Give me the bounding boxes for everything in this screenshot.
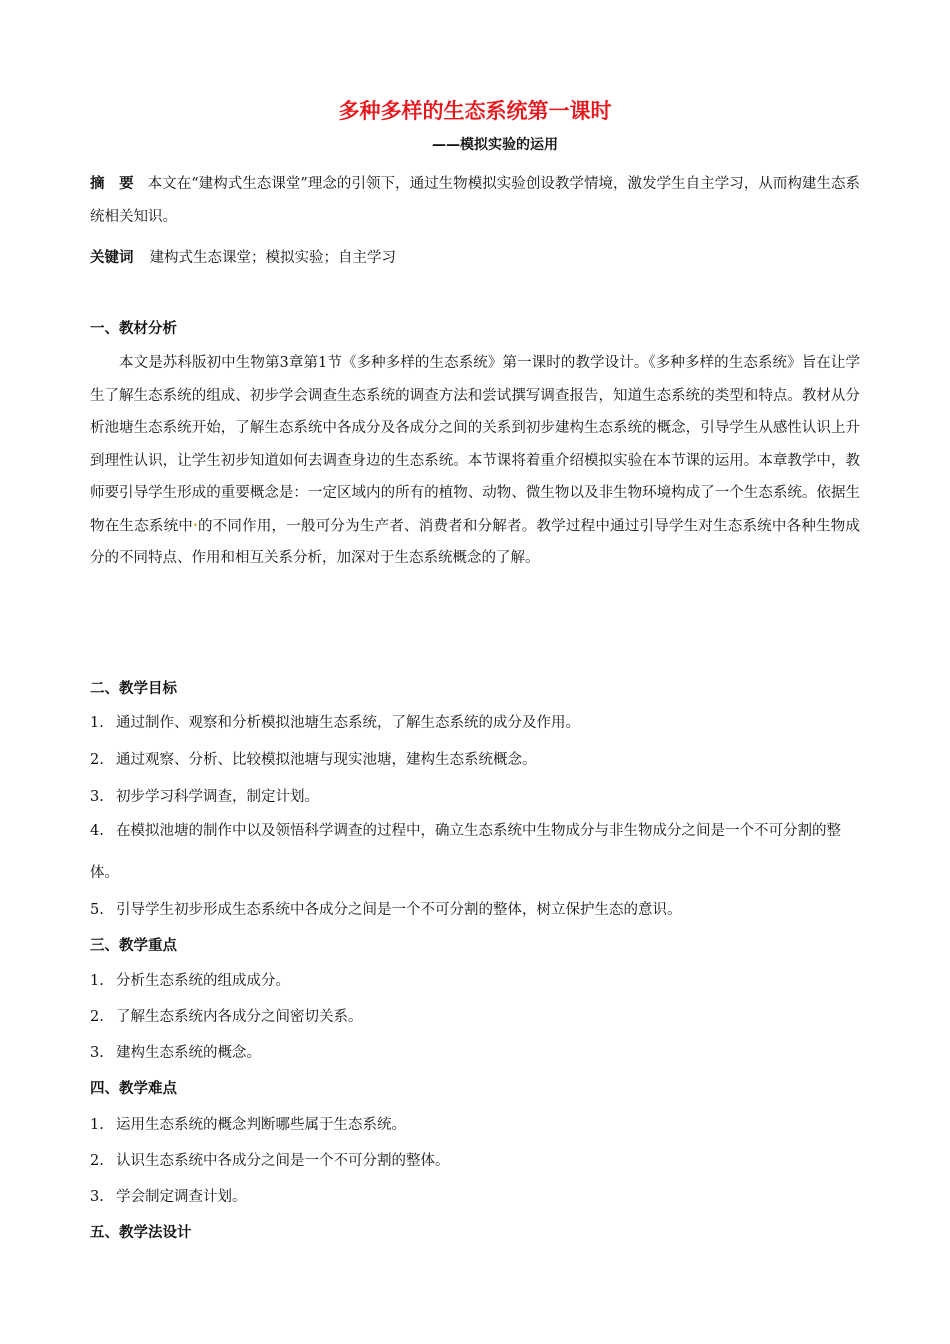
list-item: 2. 了解生态系统内各成分之间密切关系。 — [90, 1009, 363, 1025]
list-item: 1. 运用生态系统的概念判断哪些属于生态系统。 — [90, 1117, 406, 1133]
abstract-label: 摘 要 — [90, 176, 134, 192]
list-item: 2. 认识生态系统中各成分之间是一个不可分割的整体。 — [90, 1153, 450, 1169]
section-heading-3: 三、教学重点 — [90, 938, 177, 954]
section-1-text-a: 本文是苏科版初中生物第3章第1节《多种多样的生态系统》第一课时的教学设计。《多种多样的生态系统》旨在让学生了解生态系统的组成、初步学会调查生态系统的调查方法和尝试撰写调查报告，知道生态系统的类型和特点。教材从分析池塘生态系统开始，了解生态系统中各成分及各成分之间的关系到初步建构生态系统的概念，引导学生从感性认识上升到理性认识，让学生初步知道如何去调查身边的生态系统。本节课将着重介绍模拟实验在本节课的运用。本章教学中，教师要引导学生形成的重要概念是：一定区域内的所有的植物、动物、微生物以及非生物环境构成了一个生态系统。依据生物在生态系统中 — [90, 355, 860, 534]
list-item: 3. 学会制定调查计划。 — [90, 1189, 247, 1205]
list-item: 1. 通过制作、观察和分析模拟池塘生态系统，了解生态系统的成分及作用。 — [90, 715, 580, 731]
list-item: 1. 分析生态系统的组成成分。 — [90, 973, 290, 989]
keywords — [90, 242, 860, 275]
abstract — [90, 168, 860, 233]
section-heading-2: 二、教学目标 — [90, 681, 177, 697]
list-item: 5. 引导学生初步形成生态系统中各成分之间是一个不可分割的整体，树立保护生态的意识。 — [90, 902, 682, 918]
list-item: 2. 通过观察、分析、比较模拟池塘与现实池塘，建构生态系统概念。 — [90, 752, 537, 768]
section-heading-1: 一、教材分析 — [90, 321, 177, 337]
list-item: 4. 在模拟池塘的制作中以及领悟科学调查的过程中，确立生态系统中生物成分与非生物成分之间是一个不可分割的整体。 — [90, 823, 841, 881]
text-marker-icon: • — [193, 520, 198, 530]
document-subtitle: ——模拟实验的运用 — [432, 137, 558, 153]
abstract-text: 本文在“建构式生态课堂”理念的引领下，通过生物模拟实验创设教学情境，激发学生自主学习，从而构建生态系统相关知识。 — [90, 176, 861, 225]
keywords-label: 关键词 — [90, 250, 134, 266]
list-item: 3. 建构生态系统的概念。 — [90, 1045, 261, 1061]
keywords-text: 建构式生态课堂；模拟实验；自主学习 — [149, 250, 396, 266]
list-item: 3. 初步学习科学调查，制定计划。 — [90, 789, 319, 805]
section-1-paragraph — [90, 347, 860, 575]
section-heading-4: 四、教学难点 — [90, 1081, 177, 1097]
section-1-text-b: 的不同作用，一般可分为生产者、消费者和分解者。教学过程中通过引导学生对生态系统中各种生物成分的不同特点、作用和相互关系分析，加深对于生态系统概念的了解。 — [90, 517, 861, 567]
section-heading-5: 五、教学法设计 — [90, 1225, 192, 1241]
document-title: 多种多样的生态系统第一课时 — [338, 99, 612, 123]
